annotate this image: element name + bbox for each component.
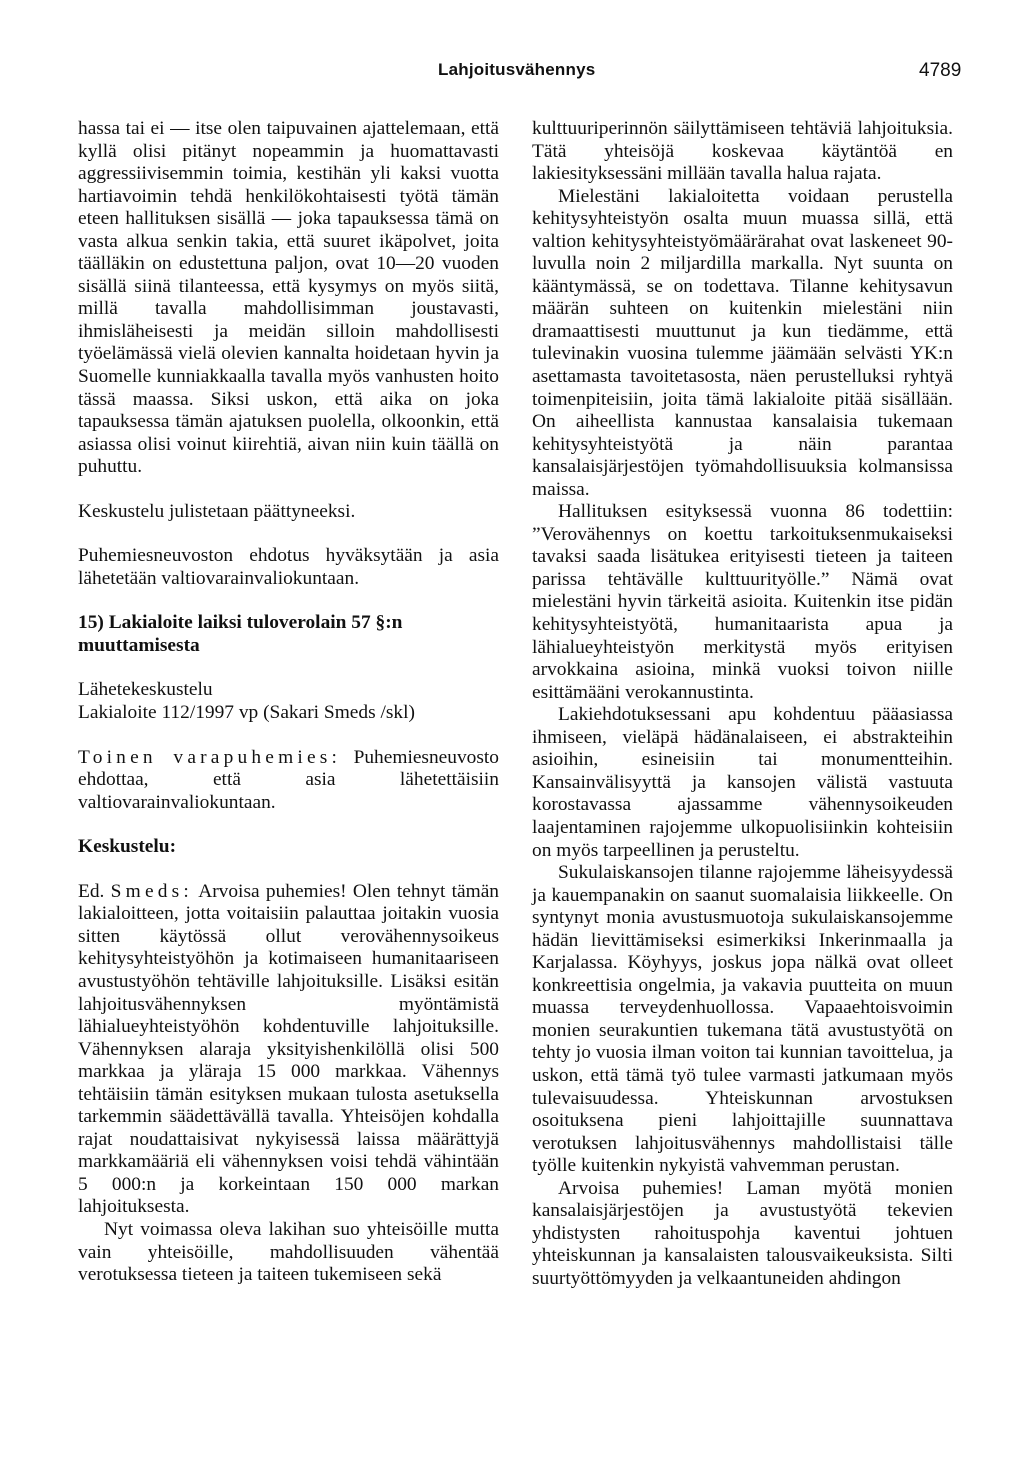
paragraph: Nyt voimassa oleva lakihan suo yhteisöille mutta vain yhteisöille, mahdollisuuden vähentää verotuksessa tieteen ja taiteen tukemiseen sekä [78,1218,499,1286]
paragraph: Arvoisa puhemies! Laman myötä monien kansalaisjärjestöjen ja avustustyötä tekevien yhdistysten rahoituspohja kaventui johtuen yhteiskunnan ja kansalaisten talousvaikeuksista. Silti suurtyöttömyyden ja velkaantuneiden ahdingon [532,1177,953,1289]
speech-text: Arvoisa puhemies! Olen tehnyt tämän lakialoitteen, jotta voitaisiin palauttaa joitakin vuosia sitten käytössä ollut verovähennysoikeus kehitysyhteistyöhön ja kotimaiseen humanitaariseen avustustyöhön tehtäville lahjoituksille. Lisäksi esitän lahjoitusvähennyksen myöntämistä lähialueyhteistyöhön kohdentuville lahjoituksille. Vähennyksen alaraja yksityishenkilöllä olisi 500 markkaa ja yläraja 15 000 markkaa. Vähennys tehtäisiin tämän esityksen mukaan tulosta asetuksella tarkemmin säädettävällä tavalla. Yhteisöjen kohdalla rajat noudattaisivat nykyisessä laissa määrättyjä markkamääriä eli vähennyksen voisi tehdä vähintään 5 000:n ja korkeintaan 150 000 markan lahjoituksesta. [78,880,500,1218]
agenda-item-heading: 15) Lakialoite laiksi tuloverolain 57 §:n muuttamisesta [78,612,403,656]
paragraph: Hallituksen esityksessä vuonna 86 todettiin: ”Verovähennys on koettu tarkoituksenmukaiseksi tavaksi saada lisätukea erityisesti tieteen ja taiteen parissa tehtävälle kulttuurityölle.” Nämä ovat mielestäni hyvin tärkeitä asioita. Kuitenkin itse pidän kehitysyhteistyötä, humanitaarista apua ja lähialueyhteistyön merkitystä myös erityisen arvokkaina asioina, minkä vuoksi toivon niille esittämääni verokannustinta. [532,501,953,703]
paragraph: Mielestäni lakialoitetta voidaan perustella kehitysyhteistyön osalta muun muassa sillä, että valtion kehitysyhteistyömäärärahat ovat laskeneet 90-luvulla noin 2 miljardilla markalla. Nyt suunta on kääntymässä, se on todettava. Tilanne kehitysavun määrän suhteen on kuitenkin mielestäni niin dramaattisesti muuttunut ja kun tiedämme, että tulevinakin vuosina tulemme jäämään selvästi YK:n asettamasta tavoitetasosta, näen perustelluksi ryhtyä toimenpiteisiin, joita tämä lakialoite pitää sisällään. On aiheellista kannustaa kansalaisia tukemaan kehitysyhteistyötä ja näin parantaa kansalaisjärjestöjen työmahdollisuuksia kolmansissa maissa. [532,185,953,500]
page-number: 4789 [919,60,962,81]
left-column [78,118,499,1287]
right-column [532,118,953,1290]
paragraph: hassa tai ei — itse olen taipuvainen ajattelemaan, että kyllä olisi pitänyt nopeammin ja huomattavasti aggressiivisemmin toimia, kestihän yli kaksi vuotta hartiavoimin tehdä henkilökohtaisesti työtä tämän eteen hallituksen sisällä — joka tapauksessa tämä on vasta alkua senkin takia, että suuret ikäpolvet, joita täälläkin on edustettuna paljon, ovat 10—20 vuoden sisällä siinä tilanteessa, että kysymys on myös siitä, millä tavalla mahdollisimman joustavasti, ihmisläheisesti ja meidän silloin mahdollisesti työelämässä vielä olevien kannalta hoidetaan hyvin ja Suomelle kunniakkaalla tavalla myös vanhusten hoito tässä maassa. Siksi uskon, että aika on joka tapauksessa tämän ajatuksen puolella, olkoonkin, että asiassa olisi voinut kiirehtiä, aivan niin kuin täällä on puhuttu. [78,118,499,478]
paragraph: Lakiehdotuksessani apu kohdentuu pääasiassa ihmiseen, vieläpä hädänalaiseen, ei abstrakteihin asioihin, esineisiin tai monumentteihin. Kansainvälisyyttä ja kansojen välistä vastuuta korostavassa ajassamme vähennysoikeuden laajentaminen rajojemme ulkopuolisiinkin kohteisiin on myös tarpeellinen ja perusteltu. [532,704,953,861]
debate-closed-note: Keskustelu julistetaan päättyneeksi. [78,500,356,522]
referral-label: Lähetekeskustelu [78,679,213,701]
speaker-prefix: Ed. [78,880,105,902]
running-header-title: Lahjoitusvähennys [438,60,596,79]
discussion-heading: Keskustelu: [78,836,177,858]
initiative-reference: Lakialoite 112/1997 vp (Sakari Smeds /skl) [78,702,415,724]
speaker-text: Puhemiesneuvosto ehdottaa, että asia lähetettäisiin valtiovarainvaliokuntaan. [78,746,499,813]
speaker-statement [78,747,499,815]
paragraph: Sukulaiskansojen tilanne rajojemme läheisyydessä ja kauempanakin on saanut suomalaisia liikkeelle. On syntynyt monia avustusmuotoja sukulaiskansojemme hädän lievittämiseksi esimerkiksi Inkerinmaalla ja Karjalassa. Köyhyys, joskus jopa nälkä ovat olleet konkreettisia ongelmia, ja vakavia puutteita on muun muassa terveydenhuollossa. Vapaaehtoisvoimin monien seurakuntien tukemana tätä avustustyötä on tehty jo vuosia ilman voiton tai kunnian tavoittelua, ja uskon, että tämä työ tulee varmasti jatkumaan myös tulevaisuudessa. Yhteiskunnan arvostuksen osoituksena pieni lahjoittajille suunnattava verotuksen lahjoitusvähennys mahdollistaisi tälle työlle kuitenkin nykyistä vahvemman perustan. [532,862,953,1177]
speaker-name: Smeds: [110,880,193,902]
council-proposal: Puhemiesneuvoston ehdotus hyväksytään ja asia lähetetään valtiovarainvaliokuntaan. [78,545,499,589]
paragraph: kulttuuriperinnön säilyttämiseen tehtäviä lahjoituksia. Tätä yhteisöjä koskevaa käytäntöä en lakiesityksessäni millään tavalla halua rajata. [532,118,953,185]
speaker-title: Toinen varapuhemies: [78,746,342,768]
smeds-speech [78,881,499,1219]
